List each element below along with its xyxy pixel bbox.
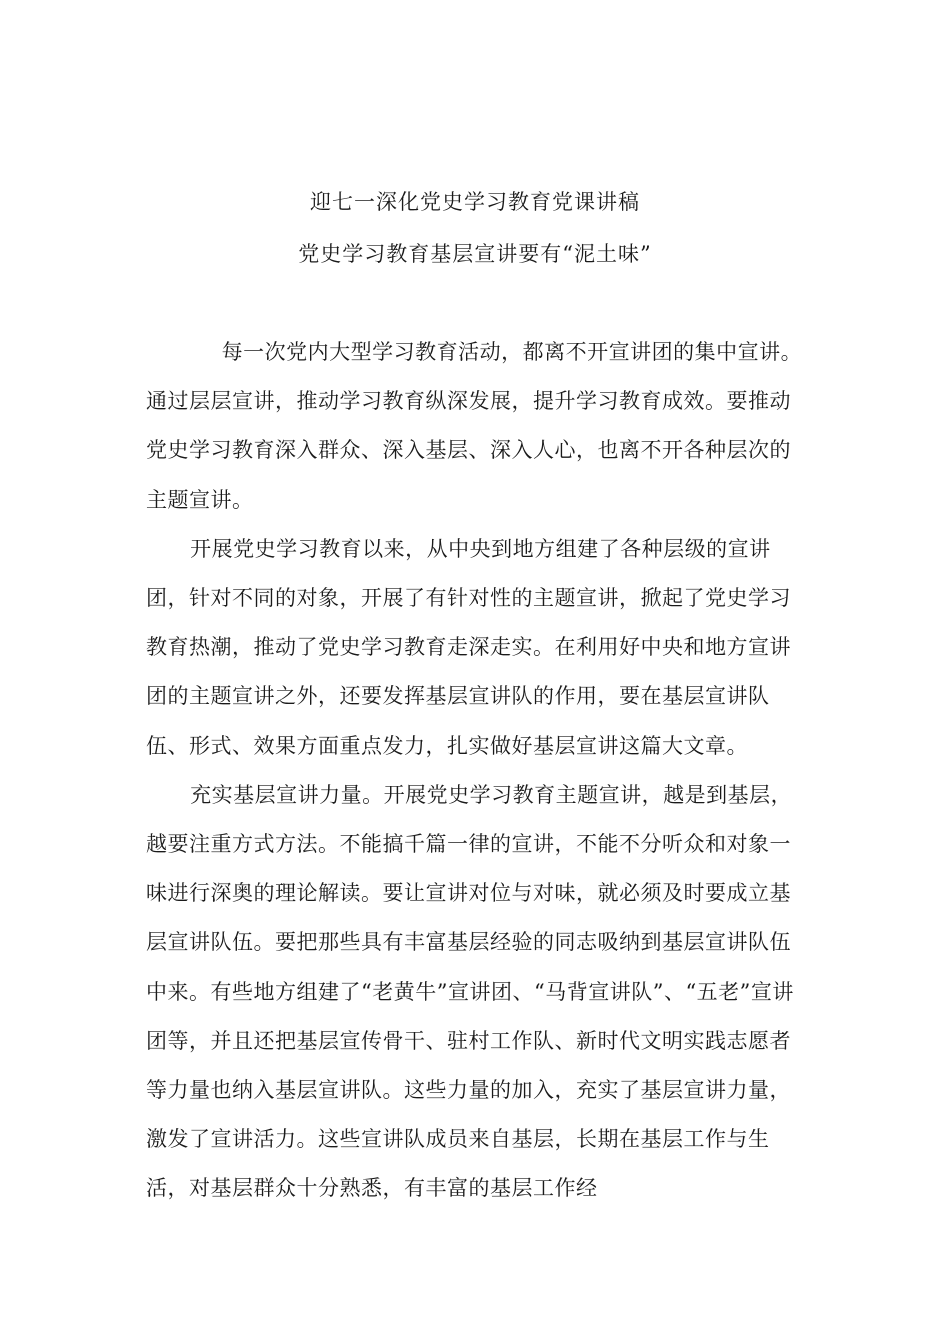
document-subtitle: 党史学习教育基层宣讲要有“泥土味” [298,242,652,266]
document-title: 迎七一深化党史学习教育党课讲稿 [310,190,640,214]
document-body [146,328,806,1214]
paragraph: 每一次党内大型学习教育活动，都离不开宣讲团的集中宣讲。通过层层宣讲，推动学习教育纵深发展，提升学习教育成效。要推动党史学习教育深入群众、深入基层、深入人心，也离不开各种层次的主题宣讲。 [146,340,803,512]
paragraph: 开展党史学习教育以来，从中央到地方组建了各种层级的宣讲团，针对不同的对象，开展了有针对性的主题宣讲，掀起了党史学习教育热潮，推动了党史学习教育走深走实。在利用好中央和地方宣讲团的主题宣讲之外，还要发挥基层宣讲队的作用，要在基层宣讲队伍、形式、效果方面重点发力，扎实做好基层宣讲这篇大文章。 [146,536,791,758]
paragraph: 充实基层宣讲力量。开展党史学习教育主题宣讲，越是到基层，越要注重方式方法。不能搞千篇一律的宣讲，不能不分听众和对象一味进行深奥的理论解读。要让宣讲对位与对味，就必须及时要成立基层宣讲队伍。要把那些具有丰富基层经验的同志吸纳到基层宣讲队伍中来。有些地方组建了“老黄牛”宣讲团、“马背宣讲队”、“五老”宣讲团等，并且还把基层宣传骨干、驻村工作队、新时代文明实践志愿者等力量也纳入基层宣讲队。这些力量的加入，充实了基层宣讲力量，激发了宣讲活力。这些宣讲队成员来自基层，长期在基层工作与生活，对基层群众十分熟悉，有丰富的基层工作经 [146,782,794,1201]
title-block [0,176,950,280]
